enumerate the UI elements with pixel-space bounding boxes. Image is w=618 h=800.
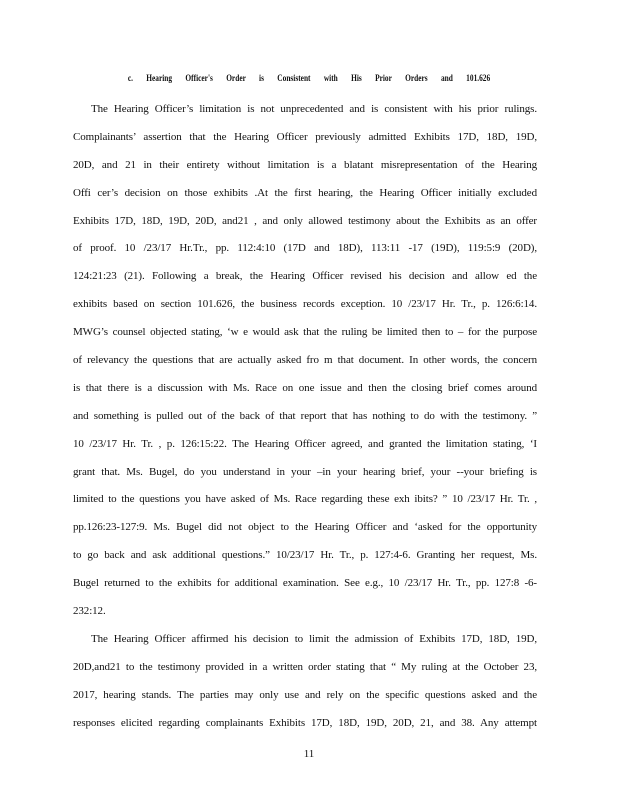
text-line: pp.126:23-127:9. Ms. Bugel did not object to the Hearing Officer and ‘asked for the opportunity <box>73 521 537 534</box>
text-line: limited to the questions you have asked of Ms. Race regarding these exh ibits? ” 10 /23/17 Hr. Tr. , <box>73 493 537 506</box>
text-line: 10 /23/17 Hr. Tr. , p. 126:15:22. The Hearing Officer agreed, and granted the limitation stating, ‘I <box>73 437 537 450</box>
text-line: exhibits based on section 101.626, the business records exception. 10 /23/17 Hr. Tr., p. 126:6:14. <box>73 298 537 311</box>
text-line: The Hearing Officer affirmed his decision to limit the admission of Exhibits 17D, 18D, 19D, <box>91 632 537 645</box>
text-line: MWG’s counsel objected stating, ‘w e would ask that the ruling be limited then to – for the purpose <box>73 326 537 339</box>
text-line: Bugel returned to the exhibits for additional examination. See e.g., 10 /23/17 Hr. Tr., pp. 127:8 -6- <box>73 577 537 590</box>
text-line: and something is pulled out of the back of that report that has nothing to do with the testimony. ” <box>73 409 537 422</box>
text-line: of relevancy the questions that are actually asked fro m that document. In other words, the concern <box>73 354 537 367</box>
text-line: The Hearing Officer’s limitation is not unprecedented and is consistent with his prior rulings. <box>91 103 537 115</box>
text-line: responses elicited regarding complainants Exhibits 17D, 18D, 19D, 20D, 21, and 38. Any attempt <box>73 716 537 729</box>
body-text <box>73 96 537 737</box>
text-line: Offi cer’s decision on those exhibits .At the first hearing, the Hearing Officer initially excluded <box>73 186 537 199</box>
text-line: of proof. 10 /23/17 Hr.Tr., pp. 112:4:10 (17D and 18D), 113:11 -17 (19D), 119:5:9 (20D), <box>73 242 537 255</box>
text-line: grant that. Ms. Bugel, do you understand in your –in your hearing brief, your --your briefing is <box>73 465 537 478</box>
text-line: 2017, hearing stands. The parties may only use and rely on the specific questions asked and the <box>73 688 537 701</box>
text-line: 20D, and 21 in their entirety without limitation is a blatant misrepresentation of the Hearing <box>73 158 537 171</box>
text-line: 20D,and21 to the testimony provided in a written order stating that “ My ruling at the October 23, <box>73 660 537 673</box>
text-line: 232:12. <box>73 605 106 618</box>
text-line: Exhibits 17D, 18D, 19D, 20D, and21 , and only allowed testimony about the Exhibits as an offer <box>73 214 537 227</box>
text-line: Complainants’ assertion that the Hearing Officer previously admitted Exhibits 17D, 18D, 19D, <box>73 130 537 143</box>
text-line: is that there is a discussion with Ms. Race on one issue and then the closing brief comes around <box>73 381 537 394</box>
text-line: 124:21:23 (21). Following a break, the Hearing Officer revised his decision and allow ed the <box>73 270 537 283</box>
text-line: to go back and ask additional questions.” 10/23/17 Hr. Tr., p. 127:4-6. Granting her request, Ms. <box>73 549 537 562</box>
page-number: 11 <box>303 748 315 760</box>
section-heading: c. Hearing Officer's Order is Consistent with His Prior Orders and 101.626 <box>127 73 491 83</box>
